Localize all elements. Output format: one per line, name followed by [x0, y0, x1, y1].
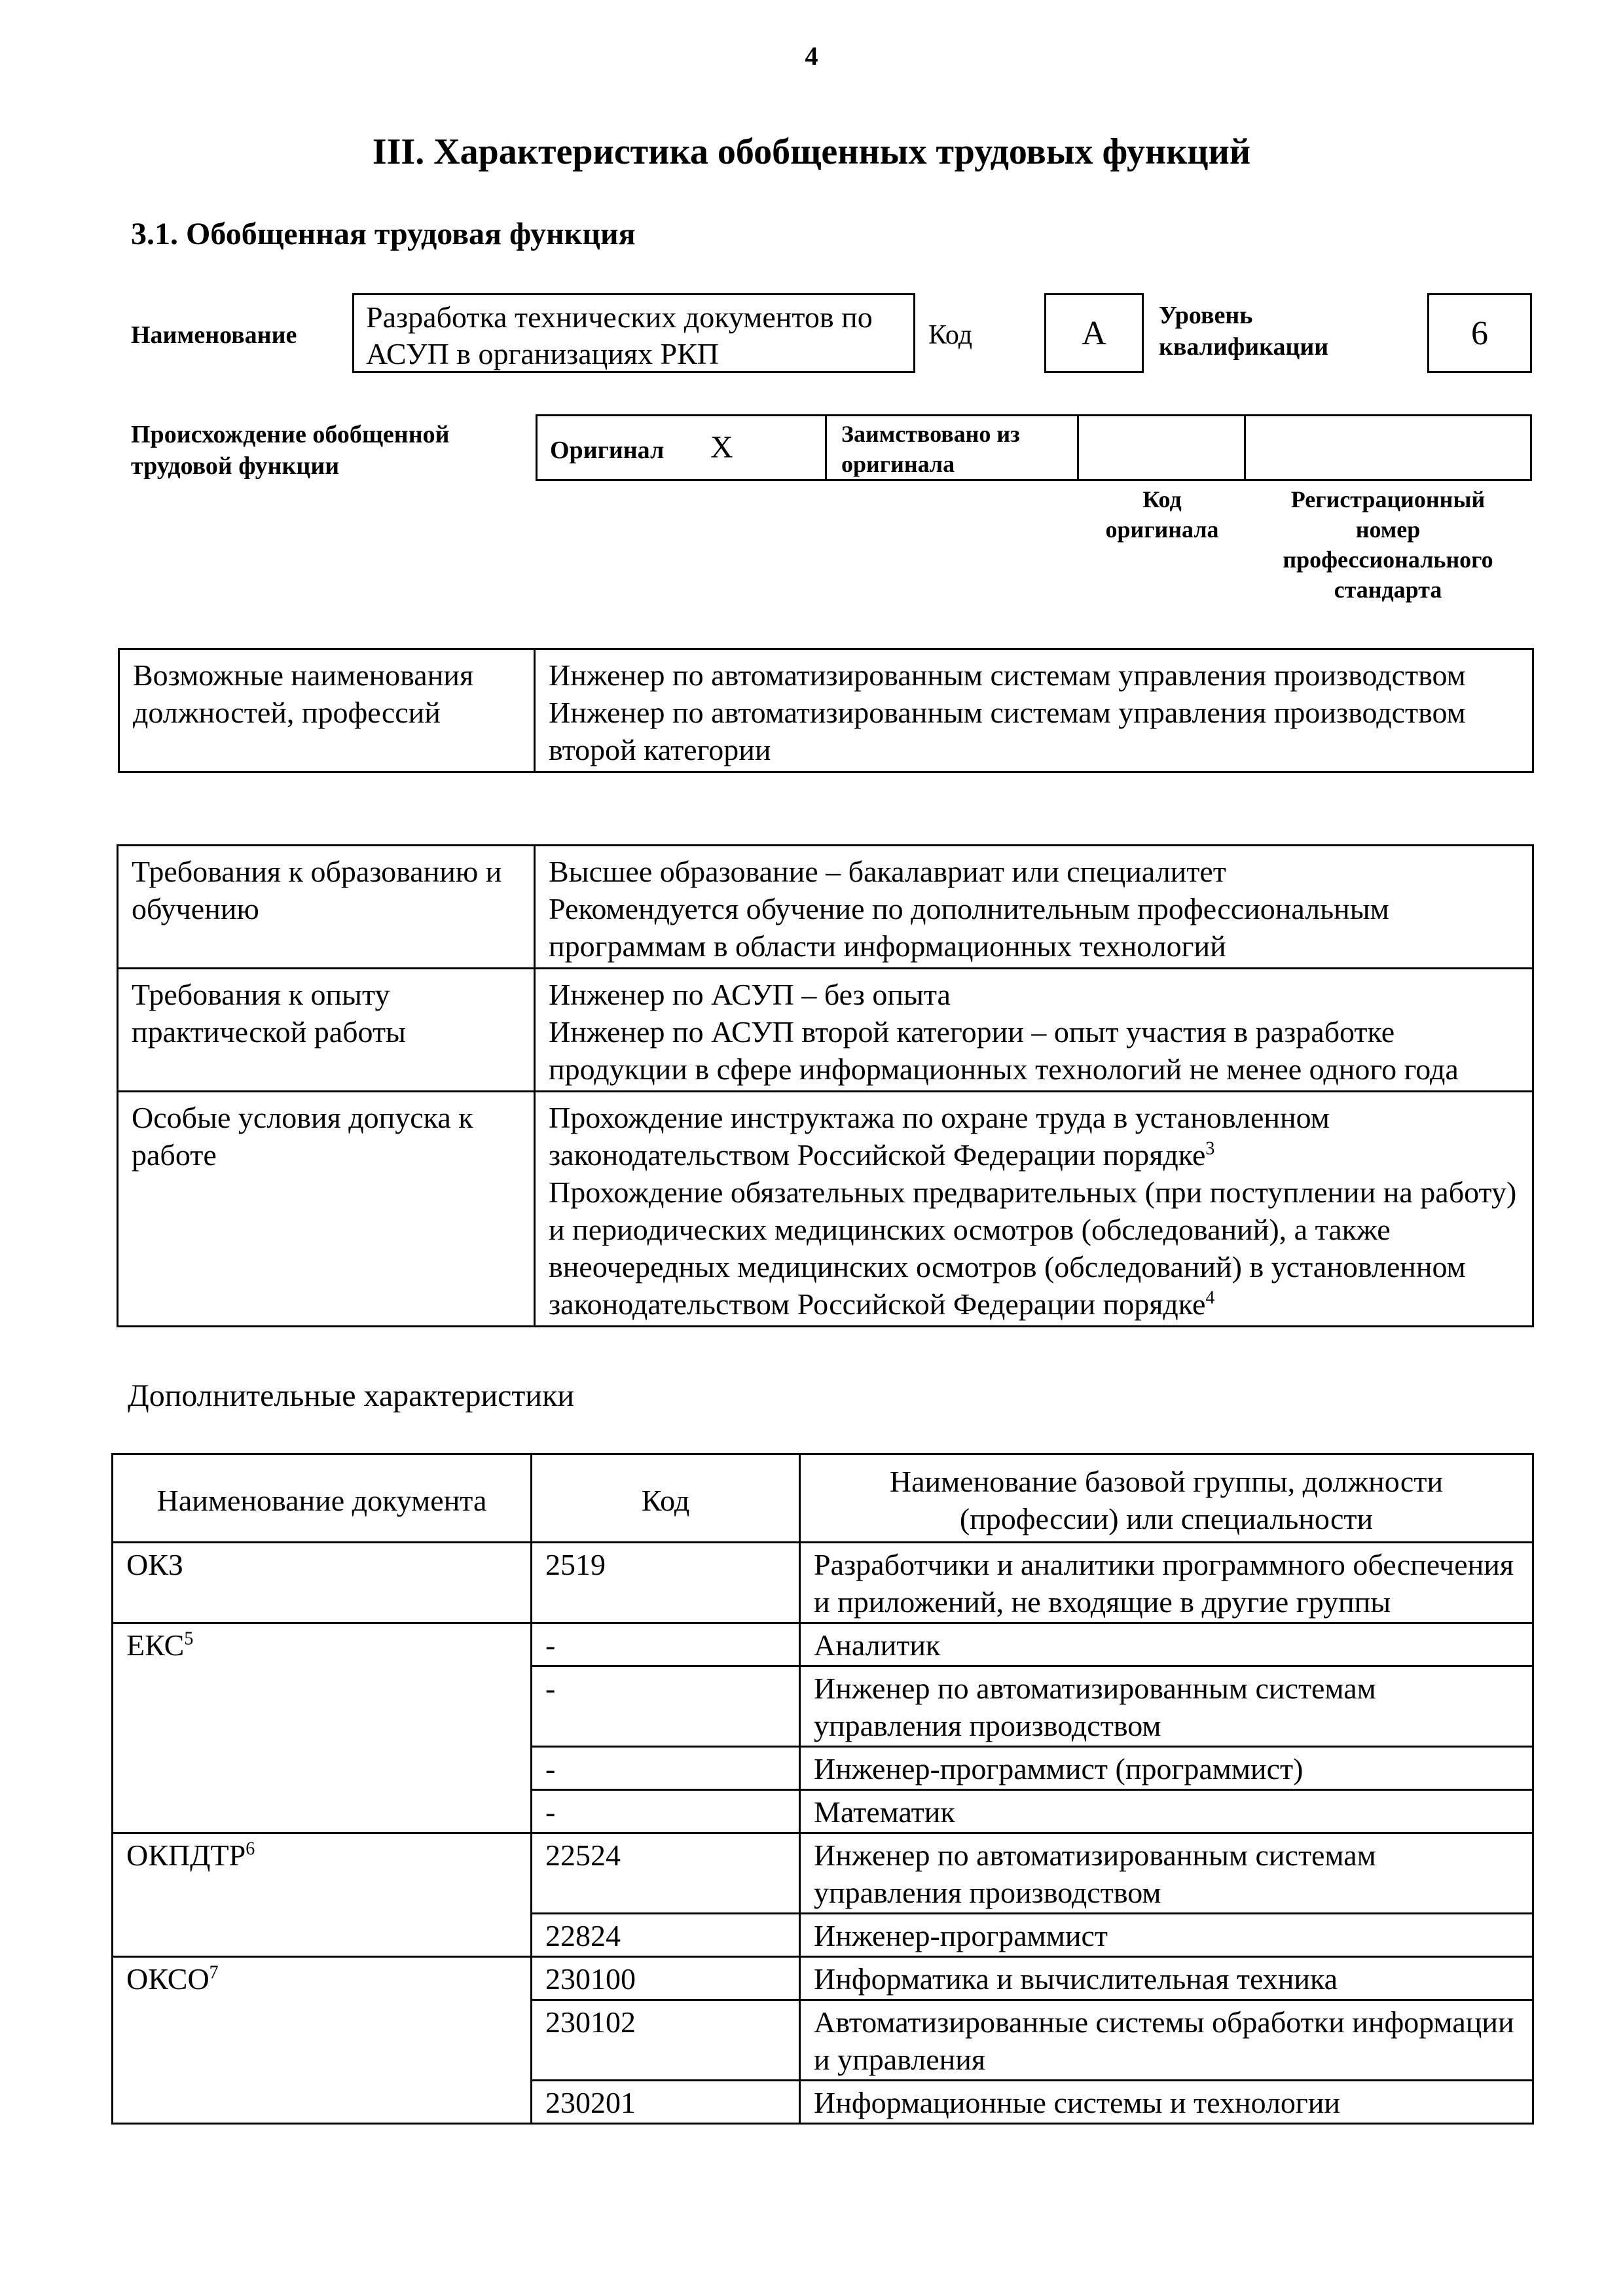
borrowed-label: Заимствовано из оригинала	[841, 421, 1020, 477]
col-header-code: Код	[532, 1454, 800, 1543]
name-cell: Автоматизированные системы обработки информации и управления	[800, 2000, 1533, 2081]
additional-header-row	[113, 1454, 1533, 1543]
code-label: Код	[928, 320, 973, 350]
requirement-item	[549, 1174, 1519, 1323]
name-cell: Аналитик	[800, 1623, 1533, 1666]
level-label: Уровень квалификации	[1159, 302, 1329, 361]
position-item: Инженер по автоматизированным системам управления производством второй категории	[549, 696, 1466, 766]
table-row	[113, 1833, 1533, 1914]
additional-table	[111, 1453, 1534, 2125]
name-cell: Инженер-программист (программист)	[800, 1747, 1533, 1790]
additional-title: Дополнительные характеристики	[128, 1378, 575, 1413]
section-title: III. Характеристика обобщенных трудовых функций	[372, 132, 1251, 172]
requirement-label: Требования к опыту практической работы	[118, 969, 535, 1092]
code-cell: 230201	[532, 2081, 800, 2124]
requirement-text: Прохождение инструктажа по охране труда в установленном законодательством Российской Федерации порядке	[549, 1101, 1330, 1172]
requirements-table	[117, 844, 1534, 1327]
code-cell: -	[532, 1623, 800, 1666]
original-label: Оригинал	[550, 437, 665, 464]
requirement-label: Особые условия допуска к работе	[118, 1092, 535, 1327]
positions-values	[535, 649, 1533, 772]
name-value-box	[352, 293, 915, 373]
table-row	[113, 1543, 1533, 1623]
table-row	[113, 1623, 1533, 1666]
level-value-box	[1427, 293, 1532, 373]
requirement-text: Прохождение обязательных предварительных (при поступлении на работу) и периодических медицинских осмотров (обследований), а также внеочередных медицинских осмотров (обследований) в установленном законодательством Российской Федерации порядке	[549, 1175, 1517, 1321]
name-value: Разработка технических документов по АСУП в организациях РКП	[366, 300, 873, 370]
footnote-ref: 3	[1205, 1138, 1215, 1159]
original-mark: Х	[710, 430, 733, 465]
name-cell: Разработчики и аналитики программного обеспечения и приложений, не входящие в другие группы	[800, 1543, 1533, 1623]
name-cell: Математик	[800, 1790, 1533, 1833]
page-number: 4	[805, 41, 818, 71]
name-cell: Информатика и вычислительная техника	[800, 1957, 1533, 2000]
reg-number-caption: Регистрационный номер профессионального стандарта	[1283, 486, 1493, 603]
doc-name: ЕКС	[126, 1628, 185, 1662]
footnote-ref: 4	[1205, 1287, 1215, 1308]
requirement-item: Высшее образование – бакалавриат или специалитет	[549, 855, 1226, 888]
subsection-title: 3.1. Обобщенная трудовая функция	[131, 217, 636, 251]
positions-table	[118, 648, 1534, 773]
name-cell: Инженер по автоматизированным системам управления производством	[800, 1833, 1533, 1914]
requirement-item: Рекомендуется обучение по дополнительным профессиональным программам в области информационных технологий	[549, 892, 1389, 963]
requirement-values	[535, 846, 1533, 969]
code-cell: 2519	[532, 1543, 800, 1623]
origin-label: Происхождение обобщенной трудовой функции	[131, 421, 450, 480]
level-value: 6	[1471, 314, 1488, 352]
origin-divider-3	[1244, 414, 1246, 481]
requirement-item: Инженер по АСУП второй категории – опыт участия в разработке продукции в сфере информационных технологий не менее одного года	[549, 1015, 1459, 1086]
doc-cell	[113, 1833, 532, 1957]
origin-divider-2	[1077, 414, 1079, 481]
origin-divider-1	[825, 414, 827, 481]
requirements-row	[118, 1092, 1533, 1327]
col-header-document: Наименование документа	[113, 1454, 532, 1543]
code-cell: 230100	[532, 1957, 800, 2000]
doc-cell	[113, 1623, 532, 1833]
code-cell: 230102	[532, 2000, 800, 2081]
doc-name: ОКПДТР	[126, 1839, 246, 1872]
name-cell: Инженер-программист	[800, 1914, 1533, 1957]
requirement-item: Инженер по АСУП – без опыта	[549, 978, 951, 1011]
name-label: Наименование	[131, 321, 297, 349]
code-original-caption: Код оригинала	[1105, 486, 1219, 543]
requirement-label: Требования к образованию и обучению	[118, 846, 535, 969]
footnote-ref: 6	[246, 1839, 255, 1859]
position-item: Инженер по автоматизированным системам управления производством	[549, 658, 1466, 692]
code-cell: -	[532, 1747, 800, 1790]
footnote-ref: 5	[184, 1628, 194, 1649]
code-cell: 22824	[532, 1914, 800, 1957]
code-cell: 22524	[532, 1833, 800, 1914]
doc-name: ОКСО	[126, 1962, 210, 1996]
code-cell: -	[532, 1666, 800, 1747]
name-cell: Инженер по автоматизированным системам управления производством	[800, 1666, 1533, 1747]
footnote-ref: 7	[209, 1962, 219, 1983]
positions-row	[119, 649, 1533, 772]
positions-label: Возможные наименования должностей, профессий	[119, 649, 535, 772]
code-value-box	[1044, 293, 1144, 373]
code-value: А	[1082, 314, 1106, 352]
requirement-values	[535, 1092, 1533, 1327]
doc-cell: ОКЗ	[113, 1543, 532, 1623]
name-cell: Информационные системы и технологии	[800, 2081, 1533, 2124]
requirement-values	[535, 969, 1533, 1092]
table-row	[113, 1957, 1533, 2000]
requirements-row	[118, 969, 1533, 1092]
requirements-row	[118, 846, 1533, 969]
doc-cell	[113, 1957, 532, 2124]
col-header-name: Наименование базовой группы, должности (профессии) или специальности	[800, 1454, 1533, 1543]
requirement-item	[549, 1099, 1519, 1174]
code-cell: -	[532, 1790, 800, 1833]
